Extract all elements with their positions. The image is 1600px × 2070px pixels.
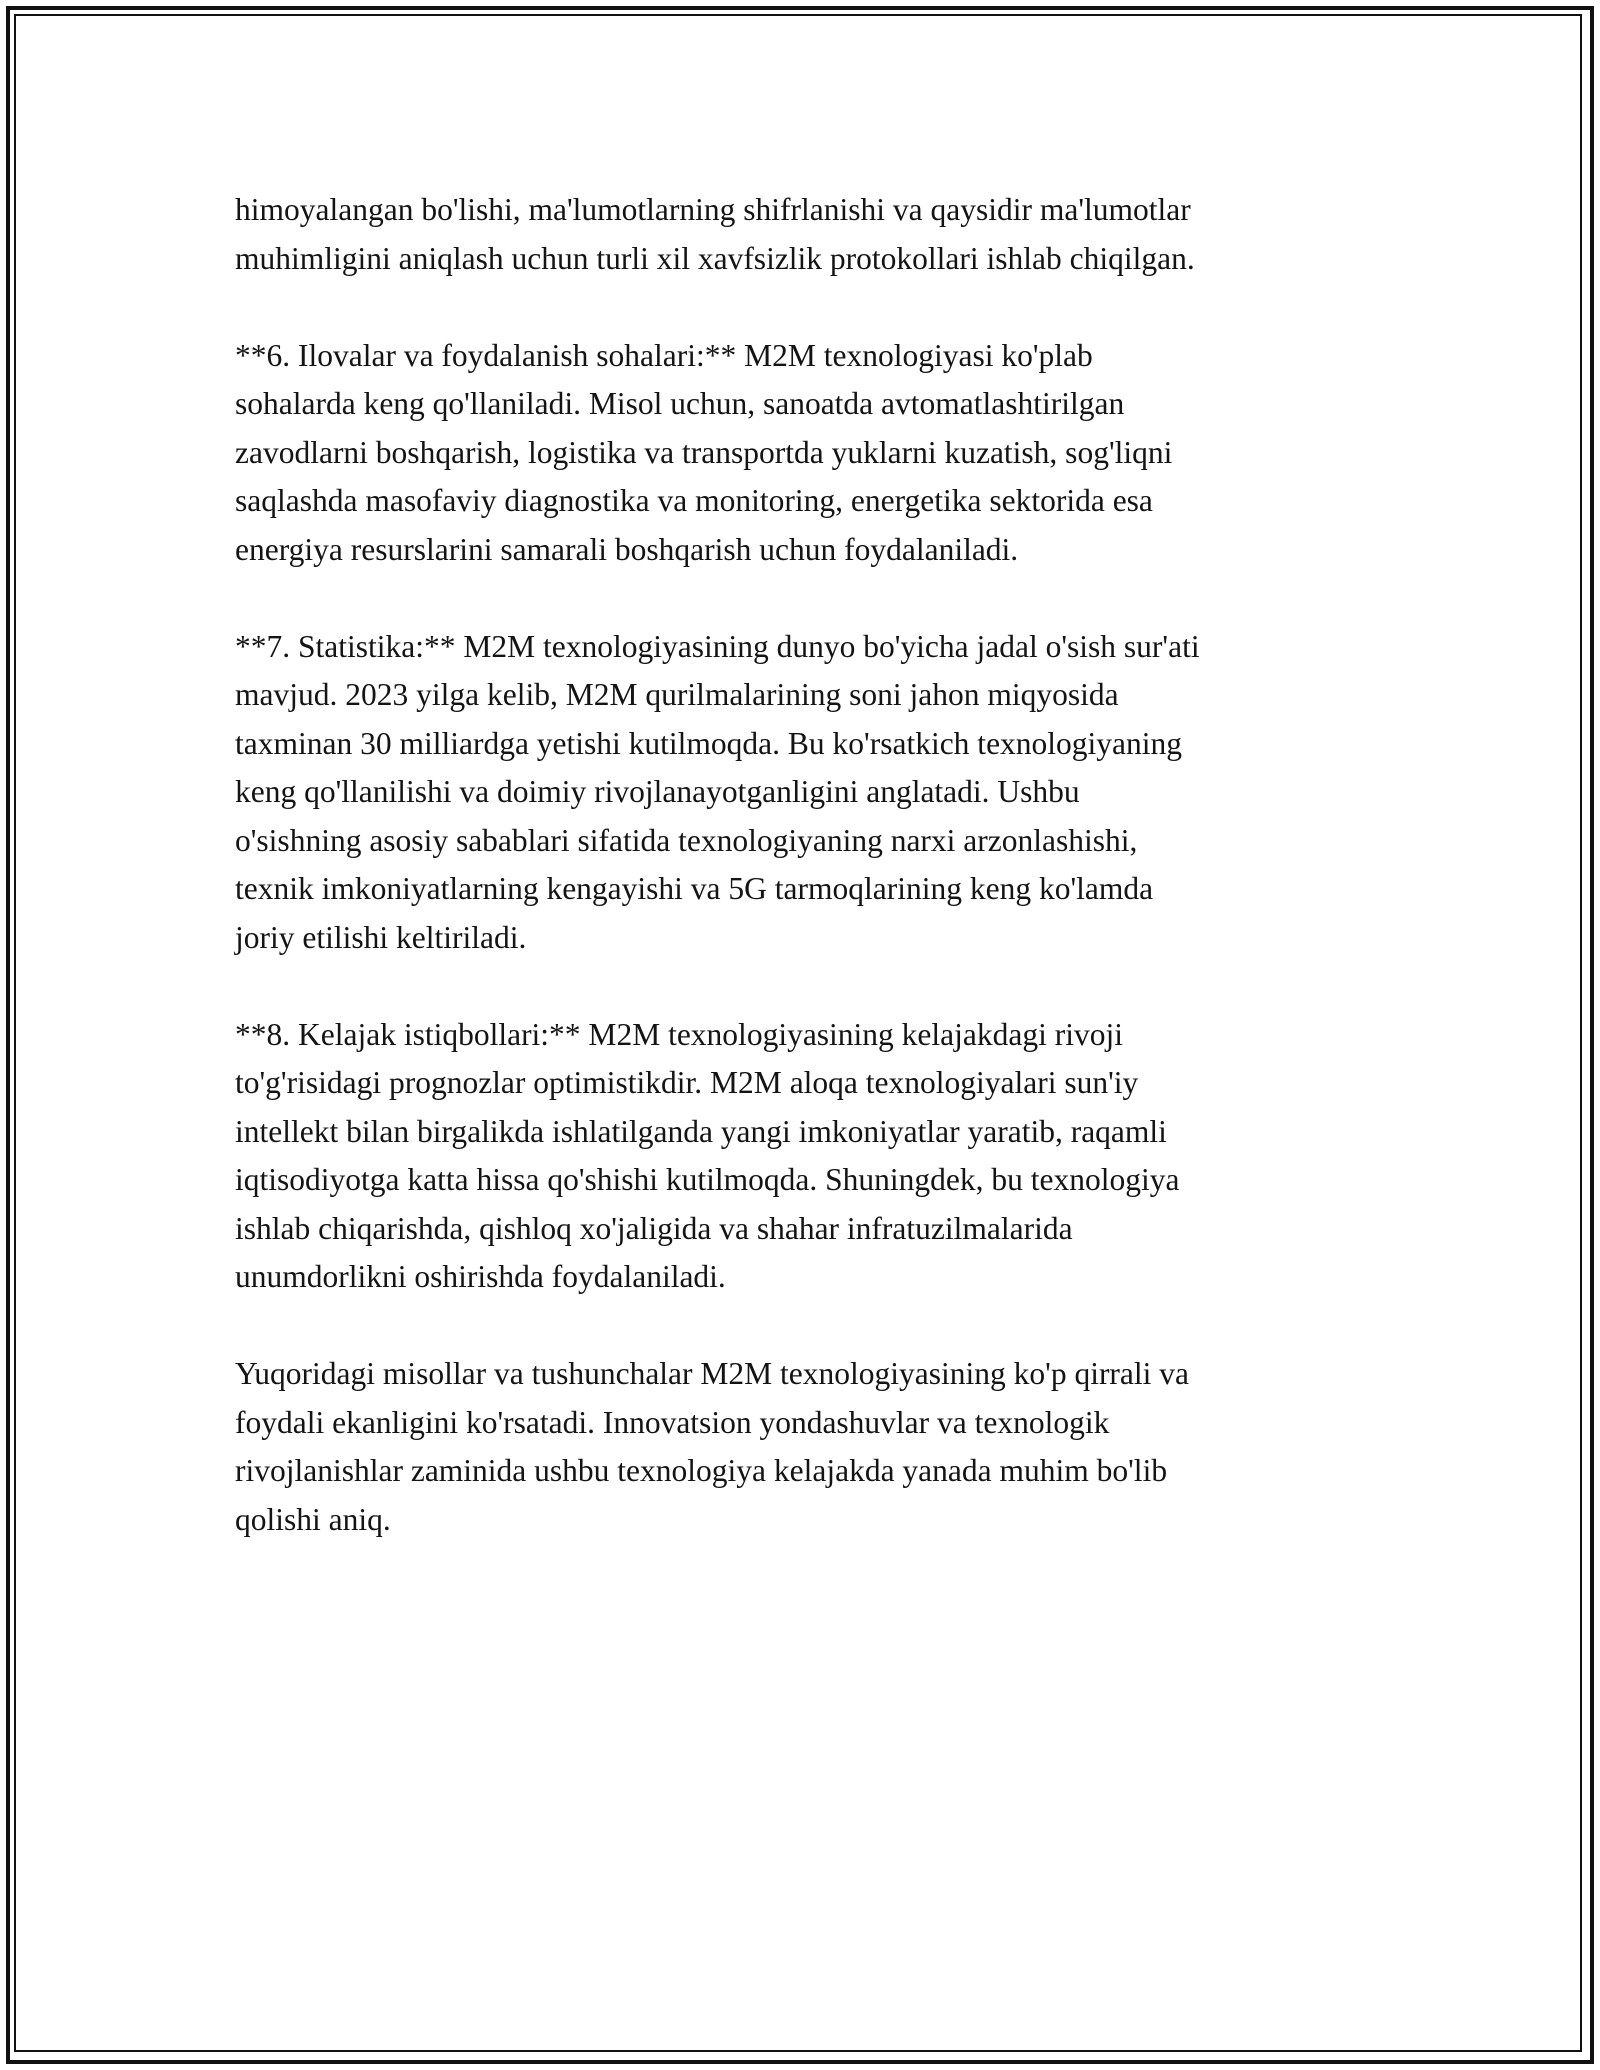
- paragraph-security-continuation: himoyalangan bo'lishi, ma'lumotlarning shifrlanishi va qaysidir ma'lumotlar muhimligini aniqlash uchun turli xil xavfsizlik protokollari ishlab chiqilgan.: [235, 192, 1195, 276]
- paragraph-applications: **6. Ilovalar va foydalanish sohalari:** M2M texnologiyasi ko'plab sohalarda keng qo'llaniladi. Misol uchun, sanoatda avtomatlashtirilgan zavodlarni boshqarish, logistika va transportda yuklarni kuzatish, sog'liqni saqlashda masofaviy diagnostika va monitoring, energetika sektorida esa energiya resurslarini samarali boshqarish uchun foydalaniladi.: [235, 337, 1173, 567]
- document-body: [235, 186, 1415, 1593]
- paragraph-future-prospects: **8. Kelajak istiqbollari:** M2M texnologiyasining kelajakdagi rivoji to'g'risidagi prognozlar optimistikdir. M2M aloqa texnologiyalari sun'iy intellekt bilan birgalikda ishlatilganda yangi imkoniyatlar yaratib, raqamli iqtisodiyotga katta hissa qo'shishi kutilmoqda. Shuningdek, bu texnologiya ishlab chiqarishda, qishloq xo'jaligida va shahar infratuzilmalarida unumdorlikni oshirishda foydalaniladi.: [235, 1016, 1180, 1294]
- paragraph-statistics: **7. Statistika:** M2M texnologiyasining dunyo bo'yicha jadal o'sish sur'ati mavjud. 2023 yilga kelib, M2M qurilmalarining soni jahon miqyosida taxminan 30 milliardga yetishi kutilmoqda. Bu ko'rsatkich texnologiyaning keng qo'llanilishi va doimiy rivojlanayotganligini anglatadi. Ushbu o'sishning asosiy sabablari sifatida texnologiyaning narxi arzonlashishi, texnik imkoniyatlarning kengayishi va 5G tarmoqlarining keng ko'lamda joriy etilishi keltiriladi.: [235, 628, 1200, 955]
- paragraph-conclusion: Yuqoridagi misollar va tushunchalar M2M texnologiyasining ko'p qirrali va foydali ekanligini ko'rsatadi. Innovatsion yondashuvlar va texnologik rivojlanishlar zaminida ushbu texnologiya kelajakda yanada muhim bo'lib qolishi aniq.: [235, 1356, 1190, 1537]
